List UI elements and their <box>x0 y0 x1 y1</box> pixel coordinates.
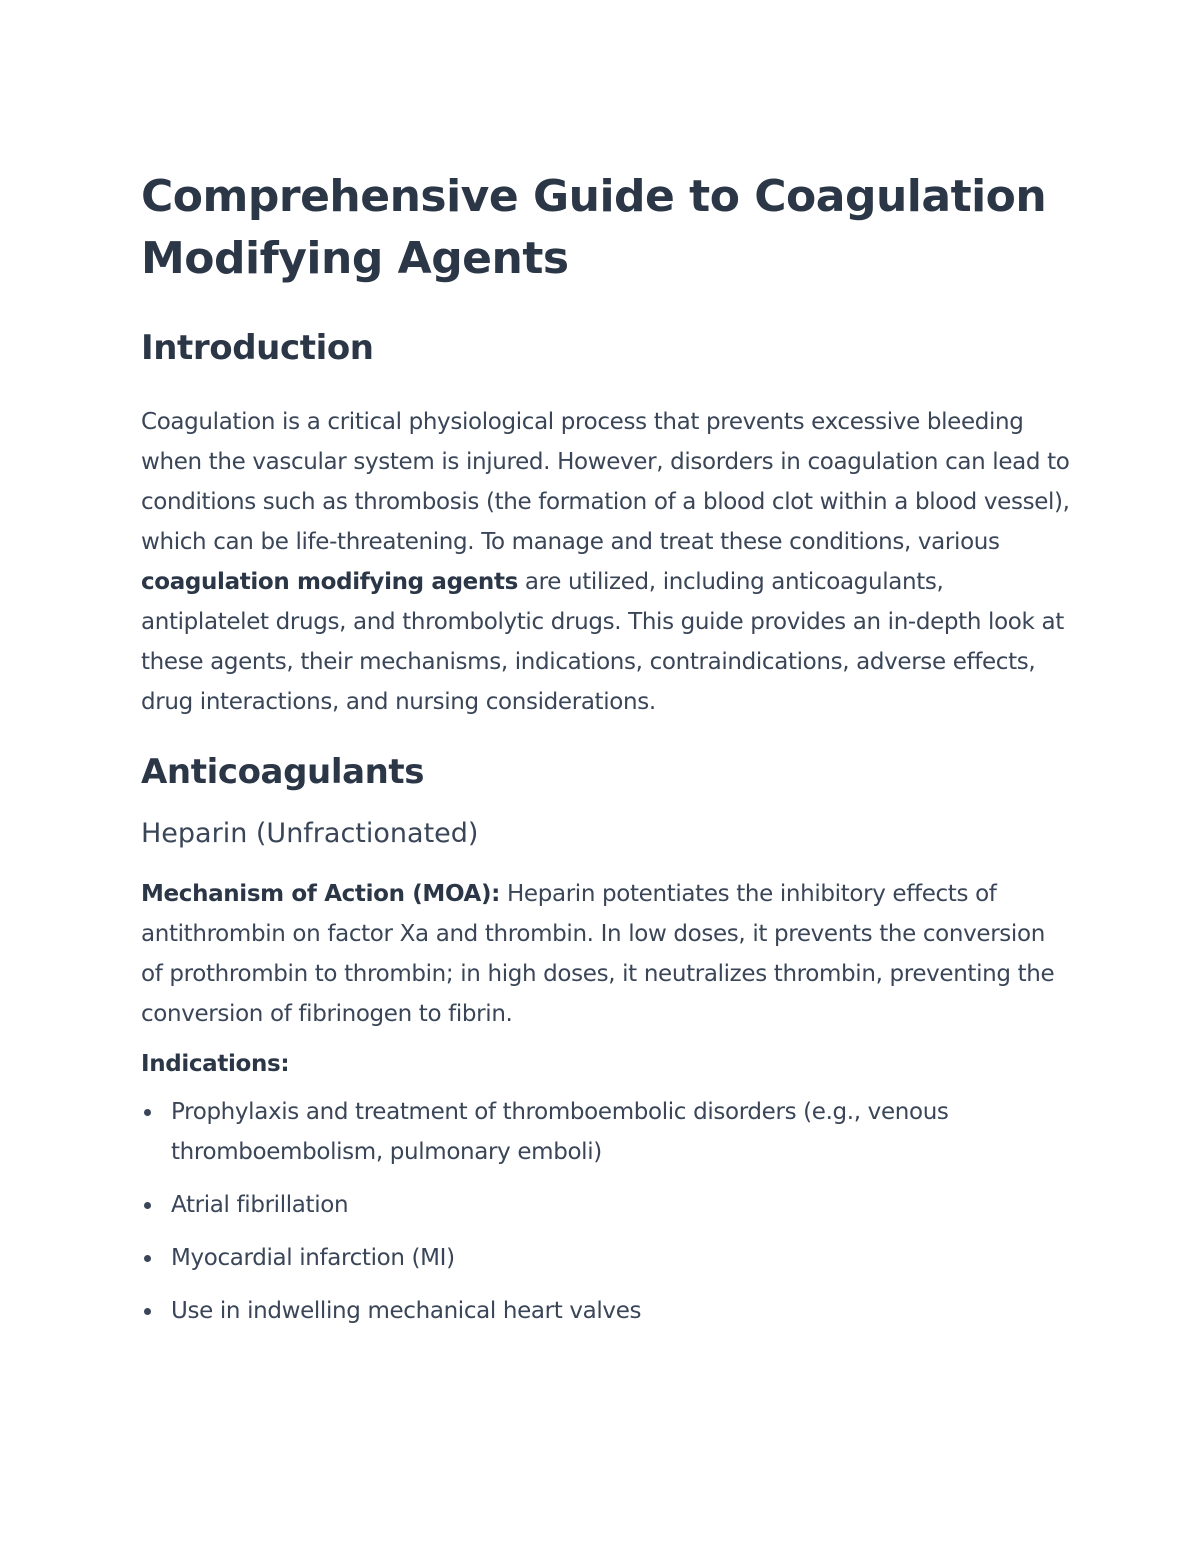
mechanism-text: Heparin potentiates the inhibitory effects of antithrombin on factor Xa and thrombin. In low doses, it prevents the conversion of prothrombin to thrombin; in high doses, it neutralizes thrombin, preventing the conversion of fibrinogen to fibrin. <box>141 881 1055 1027</box>
mechanism-paragraph <box>141 874 1071 1034</box>
list-item-text: Atrial fibrillation <box>171 1192 349 1218</box>
bullet-icon <box>144 1308 151 1315</box>
bullet-icon <box>144 1255 151 1262</box>
list-item <box>141 1185 1071 1225</box>
bullet-icon <box>144 1109 151 1116</box>
introduction-paragraph <box>141 402 1071 722</box>
heparin-heading: Heparin (Unfractionated) <box>141 818 479 849</box>
anticoagulants-heading: Anticoagulants <box>141 752 425 792</box>
list-item <box>141 1291 1071 1331</box>
list-item-text: Myocardial infarction (MI) <box>171 1245 455 1271</box>
document-title: Comprehensive Guide to Coagulation Modifying Agents <box>141 171 1047 284</box>
bullet-icon <box>144 1202 151 1209</box>
list-item <box>141 1238 1071 1278</box>
intro-bold-term: coagulation modifying agents <box>141 569 518 595</box>
mechanism-label: Mechanism of Action (MOA): <box>141 881 500 907</box>
introduction-heading: Introduction <box>141 328 374 368</box>
document-page <box>141 166 1071 1344</box>
list-item-text: Use in indwelling mechanical heart valves <box>171 1298 642 1324</box>
list-item-text: Prophylaxis and treatment of thromboembolic disorders (e.g., venous thromboembolism, pulmonary emboli) <box>171 1099 949 1165</box>
intro-text-end: are utilized, including anticoagulants, antiplatelet drugs, and thrombolytic drugs. This guide provides an in-depth look at these agents, their mechanisms, indications, contraindications, adverse effects, drug interactions, and nursing considerations. <box>141 569 1064 715</box>
list-item <box>141 1092 1071 1172</box>
intro-text-start: Coagulation is a critical physiological process that prevents excessive bleeding when the vascular system is injured. However, disorders in coagulation can lead to conditions such as thrombosis (the formation of a blood clot within a blood vessel), which can be life-threatening. To manage and treat these conditions, various <box>141 409 1070 555</box>
indications-list <box>141 1092 1071 1331</box>
indications-label: Indications: <box>141 1051 290 1077</box>
indications-paragraph <box>141 1044 1071 1084</box>
